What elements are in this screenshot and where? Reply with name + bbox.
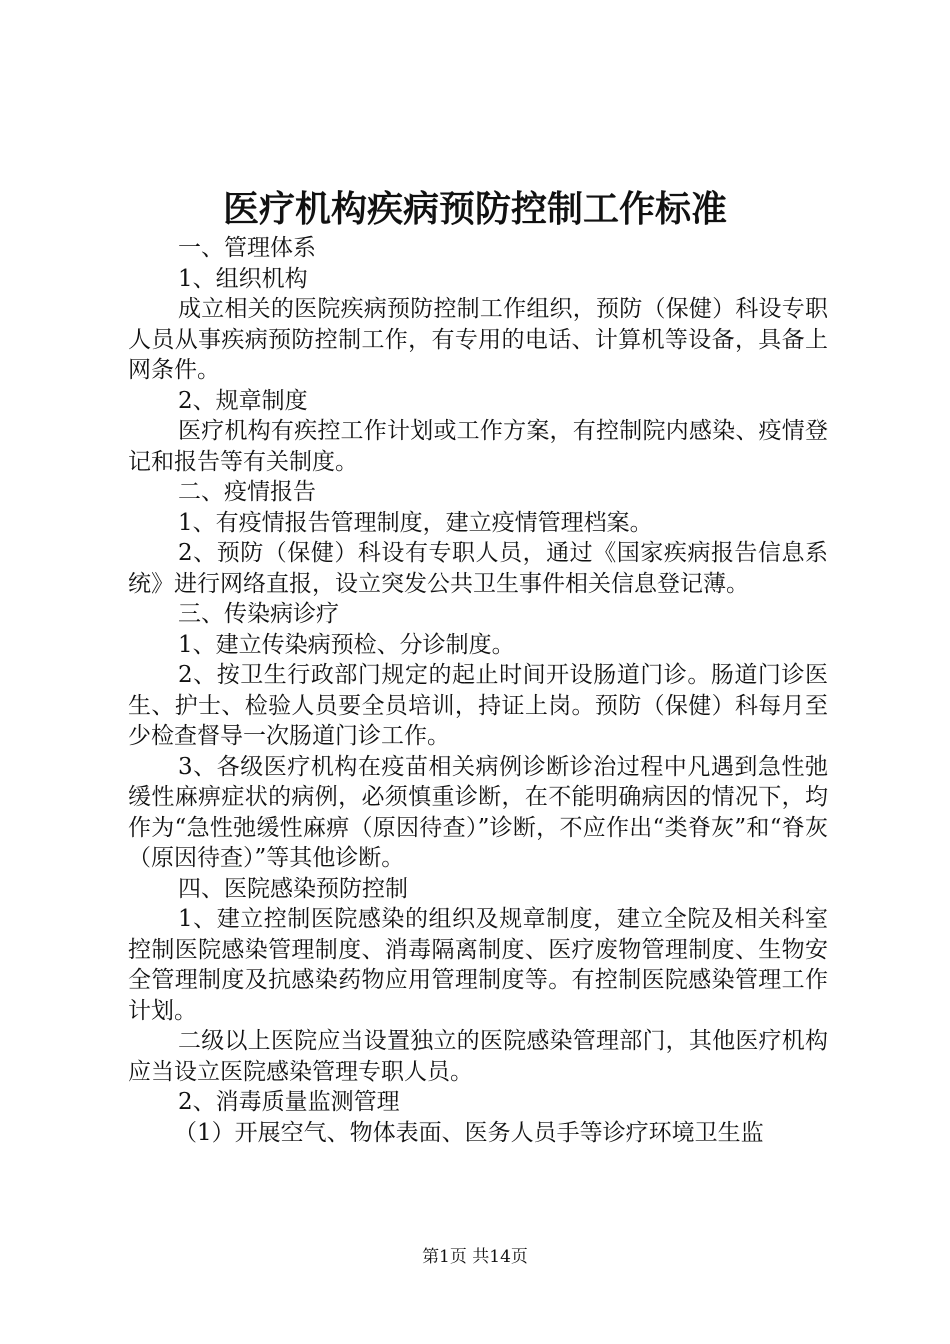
paragraph: 3、各级医疗机构在疫苗相关病例诊断诊治过程中凡遇到急性弛缓性麻痹症状的病例，必须慎重诊断，在不能明确病因的情况下，均作为“急性弛缓性麻痹（原因待查）”诊断，不应作出“类脊灰”和“脊灰（原因待查）”等其他诊断。: [128, 753, 828, 871]
paragraph: 2、预防（保健）科设有专职人员，通过《国家疾病报告信息系统》进行网络直报，设立突发公共卫生事件相关信息登记薄。: [128, 540, 828, 597]
paragraph: （1）开展空气、物体表面、医务人员手等诊疗环境卫生监: [174, 1119, 764, 1146]
section-heading: 三、传染病诊疗: [178, 601, 339, 627]
page-footer: 第1页 共14页: [422, 1247, 528, 1267]
paragraph: 1、建立控制医院感染的组织及规章制度，建立全院及相关科室控制医院感染管理制度、消毒隔离制度、医疗废物管理制度、生物安全管理制度及抗感染药物应用管理制度等。有控制医院感染管理工作计划。: [128, 906, 828, 1024]
subsection-heading: 1、组织机构: [178, 265, 308, 292]
paragraph: 2、按卫生行政部门规定的起止时间开设肠道门诊。肠道门诊医生、护士、检验人员要全员培训，持证上岗。预防（保健）科每月至少检查督导一次肠道门诊工作。: [128, 662, 828, 749]
paragraph: 1、有疫情报告管理制度，建立疫情管理档案。: [178, 509, 653, 536]
section-heading: 一、管理体系: [178, 235, 316, 261]
paragraph: 1、建立传染病预检、分诊制度。: [178, 631, 515, 658]
section-heading: 二、疫情报告: [178, 479, 316, 505]
document-title: 医疗机构疾病预防控制工作标准: [222, 188, 727, 230]
subsection-heading: 2、消毒质量监测管理: [178, 1089, 400, 1115]
section-heading: 四、医院感染预防控制: [178, 875, 408, 902]
paragraph: 医疗机构有疾控工作计划或工作方案，有控制院内感染、疫情登记和报告等有关制度。: [128, 418, 828, 475]
subsection-heading: 2、规章制度: [178, 387, 308, 414]
document-body: [128, 233, 828, 1148]
paragraph: 成立相关的医院疾病预防控制工作组织，预防（保健）科设专职人员从事疾病预防控制工作，有专用的电话、计算机等设备，具备上网条件。: [128, 296, 828, 383]
paragraph: 二级以上医院应当设置独立的医院感染管理部门，其他医疗机构应当设立医院感染管理专职人员。: [128, 1028, 828, 1085]
